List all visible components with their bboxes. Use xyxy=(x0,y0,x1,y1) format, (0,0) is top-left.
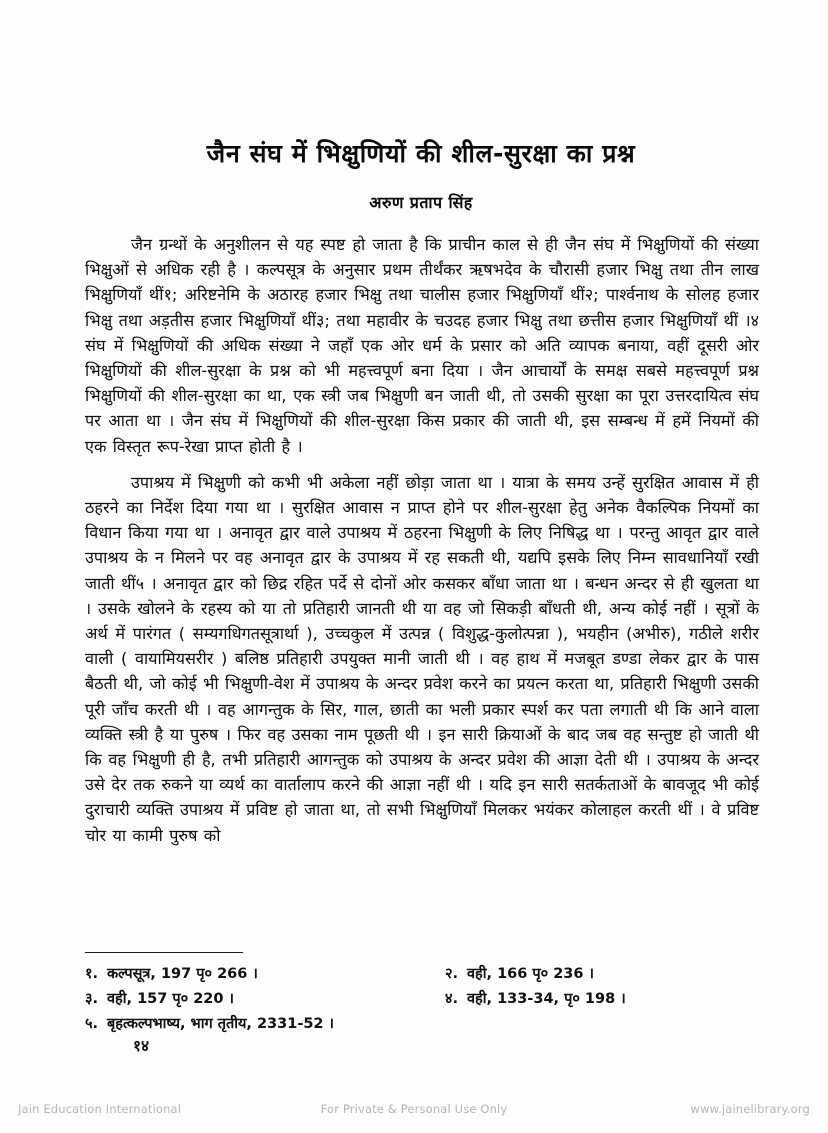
footer-usage-notice: For Private & Personal Use Only xyxy=(320,1102,508,1116)
article-body xyxy=(85,232,759,848)
footnote-number: ३. xyxy=(85,991,99,1007)
footnote-row xyxy=(85,962,759,987)
footer-website-link[interactable]: www.jainelibrary.org xyxy=(690,1102,810,1116)
page-footer xyxy=(0,1098,828,1120)
footnote-text: कल्पसूत्र, 197 पृ० 266 । xyxy=(107,966,258,982)
footnote-text: वही, 157 पृ० 220 । xyxy=(107,991,235,1007)
footnote-item-1 xyxy=(85,962,258,987)
footnote-number: ५. xyxy=(85,1016,99,1032)
title-block xyxy=(85,138,757,213)
footnote-item-5 xyxy=(85,1012,334,1037)
footnote-item-3 xyxy=(85,987,234,1012)
paragraph-1 xyxy=(85,232,759,459)
footnote-text: वही, 133-34, पृ० 198 । xyxy=(467,991,626,1007)
footnote-list xyxy=(85,962,759,1037)
page-number: १४ xyxy=(133,1037,150,1055)
paragraph-2 xyxy=(85,470,759,848)
footnote-number: १. xyxy=(85,966,99,982)
footnote-row xyxy=(85,987,759,1012)
paragraph-2-text: उपाश्रय में भिक्षुणी को कभी भी अकेला नहीं छोड़ा जाता था । यात्रा के समय उन्हें सुरक्षित आवास में ही ठहरने का निर्देश दिया गया था । सुरक्षित आवास न प्राप्त होने पर शील-सुरक्षा हेतु अनेक वैकल्पिक नियमों का विधान किया गया था । अनावृत द्वार वाले उपाश्रय में ठहरना भिक्षुणी के लिए निषिद्ध था । परन्तु आवृत द्वार वाले उपाश्रय के न मिलने पर वह अनावृत द्वार के उपाश्रय में रह सकती थी, यद्यपि इसके लिए निम्न सावधानियाँ रखी जाती थीं५ । अनावृत द्वार को छिद्र रहित पर्दे से दोनों ओर कसकर बाँधा जाता था । बन्धन अन्दर से ही खुलता था । उसके खोलने के रहस्य को या तो प्रतिहारी जानती थी या वह जो सिकड़ी बाँधती थी, अन्य कोई नहीं । सूत्रों के अर्थ में पारंगत ( सम्यगधिगतसूत्रार्था ), उच्चकुल में उत्पन्न ( विशुद्ध-कुलोत्पन्ना ), भयहीन (अभीरु), गठीले शरीर वाली ( वायामियसरीर ) बलिष्ठ प्रतिहारी उपयुक्त मानी जाती थी । वह हाथ में मजबूत डण्डा लेकर द्वार के पास बैठती थी, जो कोई भी भिक्षुणी-वेश में उपाश्रय के अन्दर प्रवेश करने का प्रयत्न करता था, प्रतिहारी भिक्षुणी उसकी पूरी जाँच करती थी । वह आगन्तुक के सिर, गाल, छाती का भली प्रकार स्पर्श कर पता लगाती थी कि आने वाला व्यक्ति स्त्री है या पुरुष । फिर वह उसका नाम पूछती थी । इन सारी क्रियाओं के बाद जब वह सन्तुष्ट हो जाती थी कि वह भिक्षुणी ही है, तभी प्रतिहारी आगन्तुक को उपाश्रय के अन्दर प्रवेश की आज्ञा देती थी । उपाश्रय के अन्दर उसे देर तक रुकने या व्यर्थ का वार्तालाप करने की आज्ञा नहीं थी । यदि इन सारी सतर्कताओं के बावजूद भी कोई दुराचारी व्यक्ति उपाश्रय में प्रविष्ट हो जाता था, तो सभी भिक्षुणियाँ मिलकर भयंकर कोलाहल करती थीं । वे प्रविष्ट चोर या कामी पुरुष को xyxy=(85,472,759,845)
page-title: जैन संघ में भिक्षुणियों की शील-सुरक्षा का प्रश्न xyxy=(206,139,636,168)
paragraph-1-text: जैन ग्रन्थों के अनुशीलन से यह स्पष्ट हो जाता है कि प्राचीन काल से ही जैन संघ में भिक्षुणियों की संख्या भिक्षुओं से अधिक रही है । कल्पसूत्र के अनुसार प्रथम तीर्थंकर ऋषभदेव के चौरासी हजार भिक्षु तथा तीन लाख भिक्षुणियाँ थीं१; अरिष्टनेमि के अठारह हजार भिक्षु तथा चालीस हजार भिक्षुणियाँ थीं२; पार्श्वनाथ के सोलह हजार भिक्षु तथा अड़तीस हजार भिक्षुणियाँ थीं३; तथा महावीर के चउदह हजार भिक्षु तथा छत्तीस हजार भिक्षुणियाँ थीं ।४ संघ में भिक्षुणियों की अधिक संख्या ने जहाँ एक ओर धर्म के प्रसार को अति व्यापक बनाया, वहीं दूसरी ओर भिक्षुणियों की शील-सुरक्षा के प्रश्न को भी महत्त्वपूर्ण बना दिया । जैन आचार्यों के समक्ष सबसे महत्त्वपूर्ण प्रश्न भिक्षुणियों की शील-सुरक्षा का था, एक स्त्री जब भिक्षुणी बन जाती थी, तो उसकी सुरक्षा का पूरा उत्तरदायित्व संघ पर आता था । जैन संघ में भिक्षुणियों की शील-सुरक्षा किस प्रकार की जाती थी, इस सम्बन्ध में हमें नियमों की एक विस्तृत रूप-रेखा प्राप्त होती है । xyxy=(85,235,759,456)
footnote-separator xyxy=(85,952,243,953)
footnote-text: बृहत्कल्पभाष्य, भाग तृतीय, 2331-52 । xyxy=(107,1016,335,1032)
author-name: अरुण प्रताप सिंह xyxy=(369,193,473,213)
footer-organization: Jain Education International xyxy=(18,1102,182,1116)
footnote-row xyxy=(85,1012,759,1037)
footnote-item-4 xyxy=(445,987,626,1012)
footnote-number: २. xyxy=(445,966,459,982)
footnote-item-2 xyxy=(445,962,594,987)
footnote-text: वही, 166 पृ० 236 । xyxy=(467,966,595,982)
footnote-number: ४. xyxy=(445,991,459,1007)
